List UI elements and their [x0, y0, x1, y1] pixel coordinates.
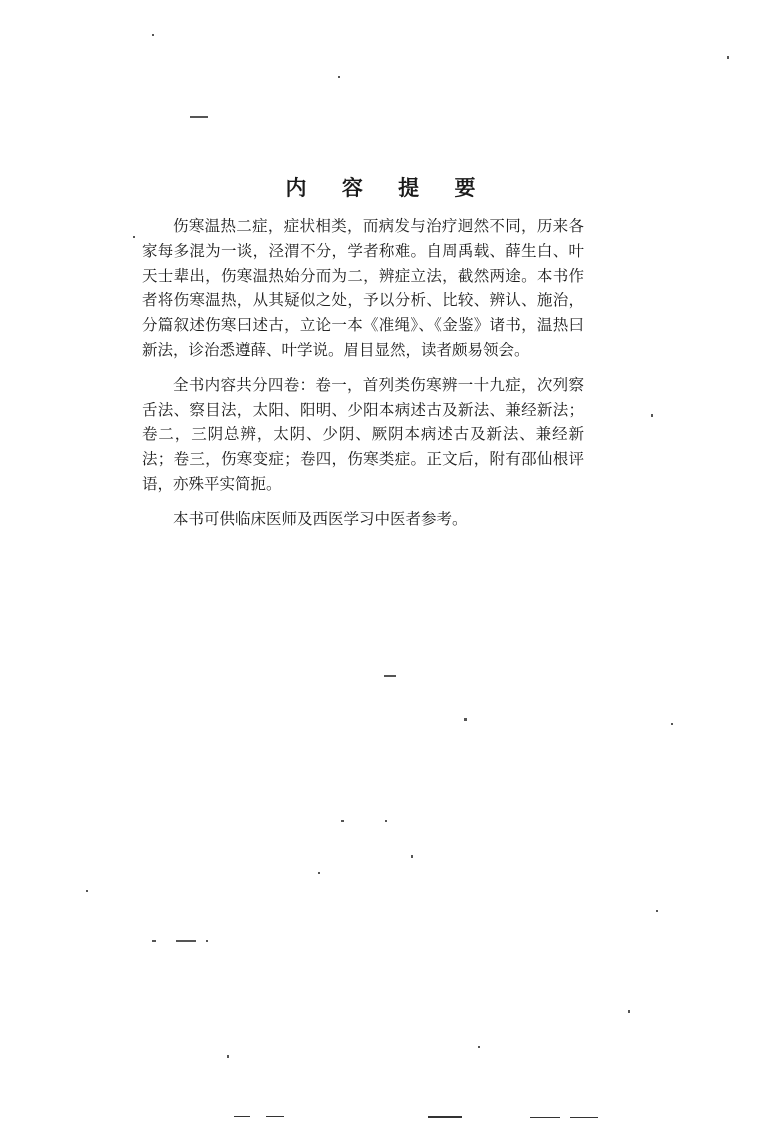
scan-speck — [671, 723, 673, 725]
scan-speck — [227, 1055, 229, 1058]
scan-speck — [341, 820, 344, 822]
scan-speck — [152, 940, 156, 942]
bottom-edge-mark — [570, 1117, 598, 1118]
scan-speck — [190, 116, 208, 118]
scan-speck — [176, 940, 196, 942]
bottom-edge-mark — [234, 1116, 250, 1117]
scan-speck — [464, 718, 467, 721]
scan-speck — [206, 940, 208, 942]
scan-speck — [656, 910, 658, 912]
bottom-edge-mark — [530, 1117, 560, 1118]
page-title: 内 容 提 要 — [285, 175, 490, 200]
scan-speck — [651, 414, 653, 417]
scan-speck — [628, 1010, 630, 1013]
scan-speck — [338, 76, 340, 78]
summary-body — [142, 214, 584, 542]
scan-speck — [86, 890, 88, 892]
bottom-edge-mark — [266, 1116, 284, 1117]
paragraph-intro: 伤寒温热二症，症状相类，而病发与治疗迥然不同，历来各家每多混为一谈，泾渭不分，学者称难。自周禹载、薛生白、叶天士辈出，伤寒温热始分而为二，辨症立法，截然两途。本书作者将伤寒温热，从其疑似之处，予以分析、比较、辨认、施治，分篇叙述伤寒曰述古，立论一本《准绳》、《金鉴》诸书，温热曰新法，诊治悉遵薛、叶学说。眉目显然，读者颇易领会。 — [142, 217, 584, 359]
scan-speck — [385, 820, 387, 822]
paragraph-audience: 本书可供临床医师及西医学习中医者参考。 — [173, 509, 468, 528]
scan-speck — [152, 34, 154, 36]
scan-speck — [318, 872, 320, 874]
scan-speck — [133, 236, 135, 238]
scan-speck — [727, 56, 729, 59]
paragraph-contents: 全书内容共分四卷：卷一，首列类伤寒辨一十九症，次列察舌法、察目法，太阳、阳明、少阳本病述古及新法、兼经新法；卷二，三阴总辨，太阴、少阴、厥阴本病述古及新法、兼经新法；卷三，伤寒变症；卷四，伤寒类症。正文后，附有邵仙根评语，亦殊平实简扼。 — [142, 375, 584, 493]
bottom-edge-mark — [428, 1116, 462, 1118]
scan-speck — [478, 1046, 480, 1048]
scan-speck — [411, 855, 413, 858]
scan-speck — [384, 675, 396, 677]
